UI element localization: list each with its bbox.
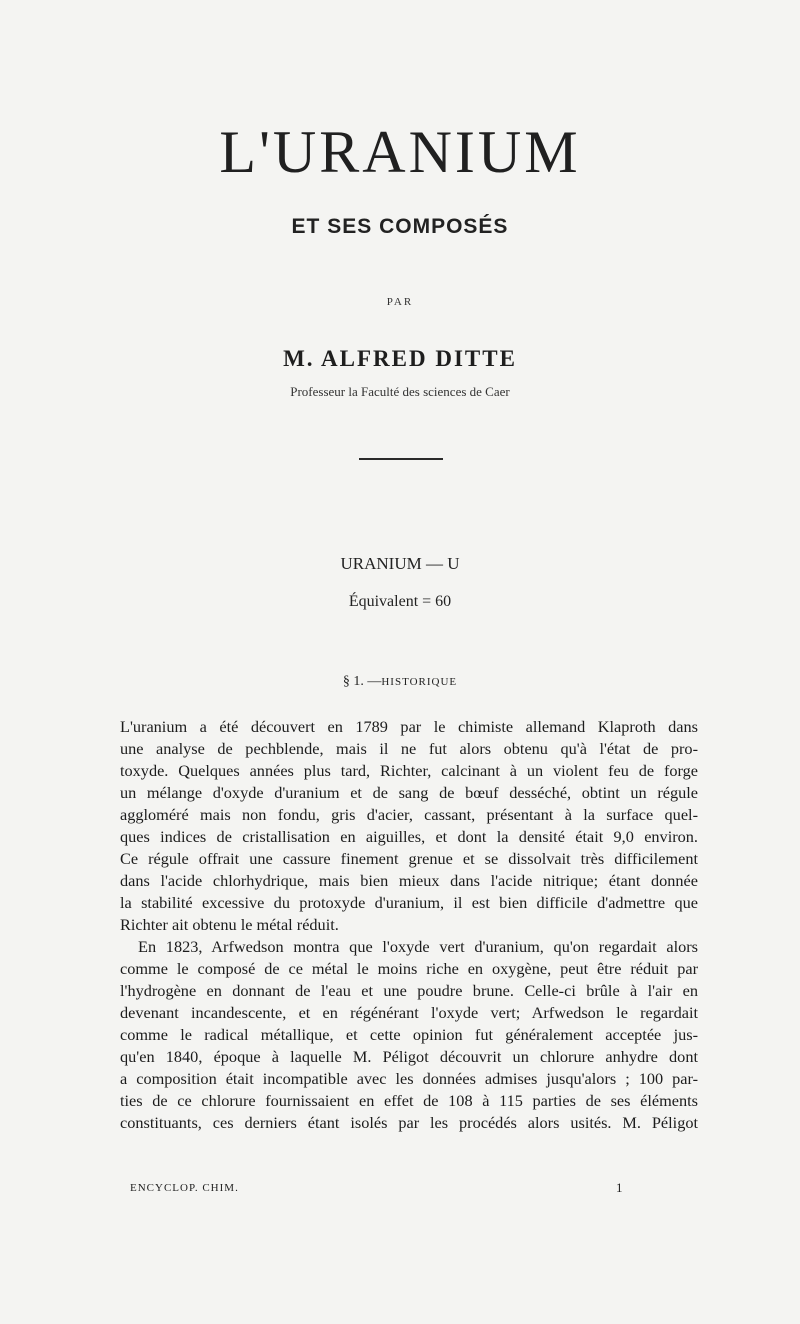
book-title: L'URANIUM — [219, 119, 581, 185]
section-heading: URANIUM — U — [340, 554, 460, 573]
body-line: dans l'acide chlorhydrique, mais bien mieux dans l'acide nitrique; étant donnée — [120, 871, 698, 890]
body-line: qu'en 1840, époque à laquelle M. Péligot découvrit un chlorure anhydre dont — [120, 1047, 698, 1066]
page-number: 1 — [616, 1180, 623, 1195]
body-line: ties de ce chlorure fournissaient en effet de 108 à 115 parties de ses éléments — [120, 1091, 698, 1110]
body-line: aggloméré mais non fondu, gris d'acier, cassant, présentant à la surface quel- — [120, 805, 698, 824]
body-line: l'hydrogène en donnant de l'eau et une poudre brune. Celle-ci brûle à l'air en — [120, 981, 698, 1000]
body-line: ques indices de cristallisation en aiguilles, et dont la densité était 9,0 environ. — [120, 827, 698, 846]
body-line: a composition était incompatible avec les données admises jusqu'alors ; 100 par- — [120, 1069, 698, 1088]
body-line: L'uranium a été découvert en 1789 par le chimiste allemand Klaproth dans — [120, 717, 698, 736]
book-subtitle: ET SES COMPOSÉS — [291, 215, 509, 238]
body-line: une analyse de pechblende, mais il ne fut alors obtenu qu'à l'état de pro- — [120, 739, 698, 758]
history-heading — [0, 674, 800, 690]
body-line: toxyde. Quelques années plus tard, Richter, calcinant à un violent feu de forge — [120, 761, 698, 780]
author-name: M. ALFRED DITTE — [283, 346, 517, 371]
body-text — [120, 716, 698, 1134]
body-line: devenant incandescente, et en régénérant l'oxyde vert; Arfwedson le regardait — [120, 1003, 698, 1022]
history-number: § 1. — — [342, 674, 382, 689]
footer-signature: ENCYCLOP. CHIM. — [130, 1182, 239, 1194]
equivalent-line: Équivalent = 60 — [348, 593, 452, 610]
body-line: constituants, ces derniers étant isolés par les procédés alors usités. M. Péligot — [120, 1113, 698, 1132]
body-line: En 1823, Arfwedson montra que l'oxyde vert d'uranium, qu'on regardait alors — [138, 937, 698, 956]
body-line: comme le composé de ce métal le moins riche en oxygène, peut être réduit par — [120, 959, 698, 978]
by-line: PAR — [386, 296, 414, 308]
author-affiliation: Professeur la Faculté des sciences de Caer — [290, 384, 510, 399]
body-line: comme le radical métallique, et cette opinion fut généralement acceptée jus- — [120, 1025, 698, 1044]
history-title: HISTORIQUE — [381, 676, 458, 688]
body-line: un mélange d'oxyde d'uranium et de sang de bœuf desséché, obtint un régule — [120, 783, 698, 802]
title-divider — [359, 458, 443, 460]
body-line: la stabilité excessive du protoxyde d'uranium, il est bien difficile d'admettre que — [120, 893, 698, 912]
body-line: Ce régule offrait une cassure finement grenue et se dissolvait très difficilement — [120, 849, 698, 868]
body-line: Richter ait obtenu le métal réduit. — [120, 915, 339, 934]
